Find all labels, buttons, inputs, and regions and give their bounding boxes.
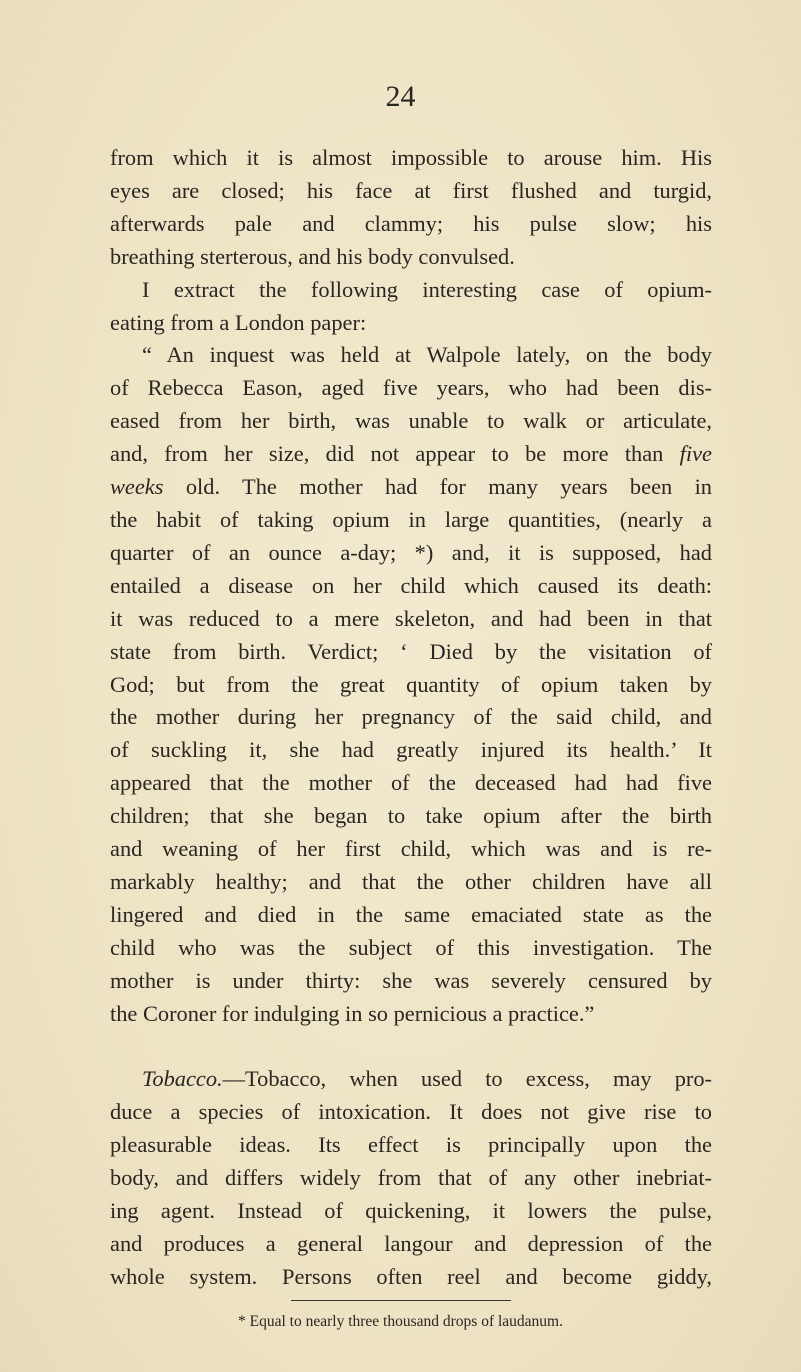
footnote: * Equal to nearly three thousand drops of laudanum. (238, 1313, 563, 1330)
text-line: breathing sterterous, and his body convulsed. (110, 243, 515, 269)
text-line: the mother during her pregnancy of the said child, and (110, 704, 712, 730)
text-line: of Rebecca Eason, aged five years, who had been dis- (110, 375, 712, 401)
text-segment: and, from her size, did not appear to be more than (110, 441, 680, 467)
text-line: the Coroner for indulging in so pernicious a practice.” (110, 1000, 595, 1026)
italic-phrase: weeks (110, 474, 164, 500)
text-line: I extract the following interesting case of opium- (142, 276, 712, 302)
text-line: appeared that the mother of the deceased had had five (110, 770, 712, 796)
text-line: and produces a general langour and depression of the (110, 1231, 712, 1256)
text-line (110, 438, 712, 471)
text-segment: old. The mother had for many years been in (163, 474, 712, 500)
text-line: ing agent. Instead of quickening, it lowers the pulse, (110, 1198, 712, 1224)
text-line: lingered and died in the same emaciated state as the (110, 901, 712, 927)
text-line: mother is under thirty: she was severely censured by (110, 967, 712, 993)
text-line: pleasurable ideas. Its effect is principally upon the (110, 1132, 712, 1158)
text-line: entailed a disease on her child which caused its death: (110, 572, 712, 598)
text-line: whole system. Persons often reel and become giddy, (110, 1263, 712, 1289)
text-line: duce a species of intoxication. It does not give rise to (110, 1099, 712, 1125)
section-heading: Tobacco. (142, 1066, 223, 1092)
page-number: 24 (385, 80, 416, 113)
text-line: afterwards pale and clammy; his pulse slow; his (110, 210, 712, 236)
text-line: body, and differs widely from that of any other inebriat- (110, 1165, 712, 1191)
text-line: it was reduced to a mere skeleton, and had been in that (110, 605, 712, 631)
text-line: “ An inquest was held at Walpole lately, on the body (142, 342, 712, 368)
text-line: from which it is almost impossible to arouse him. His (110, 145, 712, 170)
text-line: quarter of an ounce a-day; *) and, it is supposed, had (110, 539, 712, 565)
text-line (110, 1063, 712, 1096)
paragraph-gap (110, 1030, 712, 1063)
text-line: eased from her birth, was unable to walk or articulate, (110, 408, 712, 434)
text-line: state from birth. Verdict; ‘ Died by the visitation of (110, 638, 712, 664)
text-line: children; that she began to take opium after the birth (110, 803, 712, 829)
text-segment: —Tobacco, when used to excess, may pro- (222, 1066, 712, 1092)
text-line: markably healthy; and that the other children have all (110, 868, 712, 894)
text-line: eyes are closed; his face at first flushed and turgid, (110, 177, 712, 203)
text-line: child who was the subject of this investigation. The (110, 934, 712, 960)
italic-phrase: five (679, 441, 712, 467)
text-line (110, 471, 712, 504)
text-line: of suckling it, she had greatly injured its health.’ It (110, 737, 712, 763)
text-line: and weaning of her first child, which was and is re- (110, 836, 712, 862)
text-line: eating from a London paper: (110, 309, 367, 335)
footnote-rule (291, 1300, 511, 1301)
text-line: the habit of taking opium in large quantities, (nearly a (110, 506, 712, 532)
text-line: God; but from the great quantity of opium taken by (110, 671, 712, 697)
body-text (110, 142, 712, 1294)
